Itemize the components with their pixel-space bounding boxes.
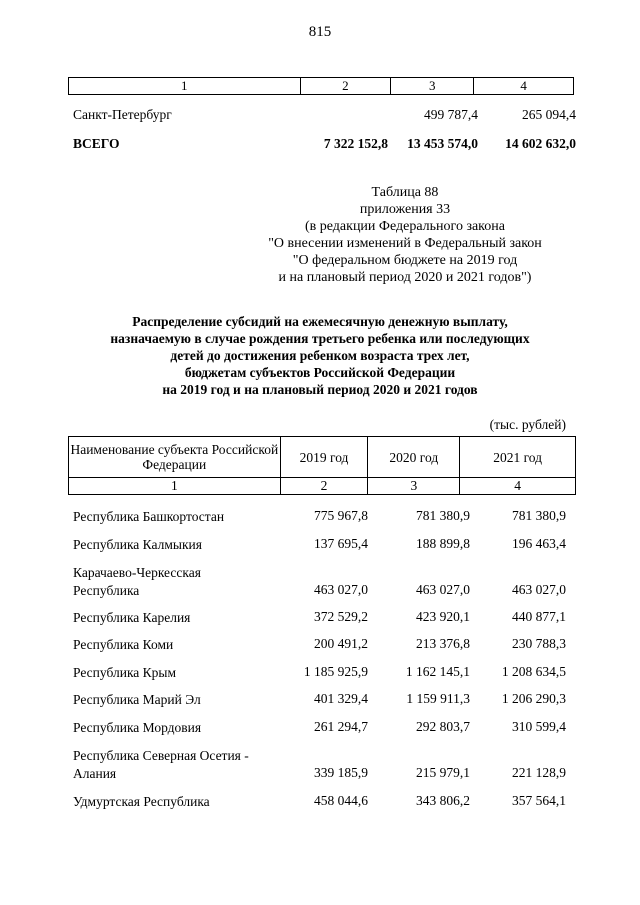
- col-number-1: 1: [69, 78, 301, 95]
- row-name: Республика Калмыкия: [73, 537, 202, 552]
- row-name: Республика Марий Эл: [73, 692, 201, 707]
- row-value-2019: 775 967,8: [314, 508, 368, 523]
- header-2021: 2021 год: [460, 437, 576, 478]
- row-value-2019: 463 027,0: [314, 582, 368, 597]
- title-line: детей до достижения ребенком возраста трех лет,: [170, 348, 470, 363]
- annotation-line: Таблица 88: [371, 185, 439, 200]
- col-number-3: 3: [391, 78, 474, 95]
- row-value-2020: 463 027,0: [416, 582, 470, 597]
- main-table-header: [68, 436, 576, 495]
- row-value-2019: 401 329,4: [314, 691, 368, 706]
- row-name: [73, 564, 283, 600]
- col-number-4: 4: [460, 478, 576, 495]
- row-name-line: Республика Северная Осетия -: [73, 748, 249, 763]
- row-value-2019: 261 294,7: [314, 719, 368, 734]
- row-value-2020: 215 979,1: [416, 765, 470, 780]
- continued-table-header: [68, 77, 574, 95]
- row-name-line: Республика: [73, 583, 140, 598]
- col-number-2: 2: [300, 78, 391, 95]
- row-value-2021: 357 564,1: [512, 793, 566, 808]
- table-annotation: [230, 184, 580, 286]
- units-label: (тыс. рублей): [489, 417, 566, 432]
- row-name: Удмуртская Республика: [73, 794, 210, 809]
- title-line: Распределение субсидий на ежемесячную денежную выплату,: [132, 314, 508, 329]
- header-2019: 2019 год: [280, 437, 368, 478]
- row-value-2019: 458 044,6: [314, 793, 368, 808]
- row-name: Республика Мордовия: [73, 720, 202, 735]
- page-number: 815: [308, 24, 332, 40]
- row-value-2020: 499 787,4: [424, 107, 478, 122]
- row-name: Республика Карелия: [73, 610, 191, 625]
- row-value-2020: 188 899,8: [416, 536, 470, 551]
- row-value-2020: 781 380,9: [416, 508, 470, 523]
- row-value-2021: 1 208 634,5: [501, 664, 566, 679]
- annotation-line: (в редакции Федерального закона: [305, 219, 505, 234]
- row-name: [73, 747, 283, 783]
- table-title: [60, 313, 580, 398]
- annotation-line: "О федеральном бюджете на 2019 год: [292, 253, 518, 268]
- row-value-2020: 343 806,2: [416, 793, 470, 808]
- row-name: Республика Коми: [73, 637, 174, 652]
- row-value-2020: 1 159 911,3: [406, 691, 470, 706]
- annotation-line: приложения 33: [359, 202, 451, 217]
- row-name: Республика Башкортостан: [73, 509, 225, 524]
- total-label: ВСЕГО: [73, 136, 120, 151]
- row-value-2020: 213 376,8: [416, 636, 470, 651]
- total-value-2021: 14 602 632,0: [505, 136, 576, 151]
- header-2020: 2020 год: [368, 437, 460, 478]
- row-value-2020: 423 920,1: [416, 609, 470, 624]
- row-value-2020: 292 803,7: [416, 719, 470, 734]
- row-name: Санкт-Петербург: [73, 107, 172, 122]
- row-value-2019: 1 185 925,9: [303, 664, 368, 679]
- total-value-2020: 13 453 574,0: [407, 136, 478, 151]
- row-value-2021: 310 599,4: [512, 719, 566, 734]
- total-value-2019: 7 322 152,8: [323, 136, 388, 151]
- title-line: на 2019 год и на плановый период 2020 и 2021 годов: [162, 382, 478, 397]
- row-value-2021: 1 206 290,3: [501, 691, 566, 706]
- row-name-line: Карачаево-Черкесская: [73, 565, 201, 580]
- col-number-2: 2: [280, 478, 368, 495]
- col-number-1: 1: [69, 478, 281, 495]
- row-value-2020: 1 162 145,1: [405, 664, 470, 679]
- annotation-line: и на плановый период 2020 и 2021 годов"): [278, 270, 532, 285]
- row-name: Республика Крым: [73, 665, 177, 680]
- row-name-line: Алания: [73, 766, 117, 781]
- row-value-2021: 463 027,0: [512, 582, 566, 597]
- annotation-line: "О внесении изменений в Федеральный закон: [268, 236, 542, 251]
- row-value-2019: 137 695,4: [314, 536, 368, 551]
- row-value-2021: 196 463,4: [512, 536, 566, 551]
- row-value-2021: 781 380,9: [512, 508, 566, 523]
- title-line: назначаемую в случае рождения третьего ребенка или последующих: [110, 331, 530, 346]
- col-number-3: 3: [368, 478, 460, 495]
- title-line: бюджетам субъектов Российской Федерации: [184, 365, 456, 380]
- row-value-2019: 200 491,2: [314, 636, 368, 651]
- row-value-2021: 221 128,9: [512, 765, 566, 780]
- col-number-4: 4: [474, 78, 574, 95]
- row-value-2021: 440 877,1: [512, 609, 566, 624]
- row-value-2019: 339 185,9: [314, 765, 368, 780]
- row-value-2021: 230 788,3: [512, 636, 566, 651]
- row-value-2021: 265 094,4: [522, 107, 576, 122]
- header-subject: Наименование субъекта Российской Федерации: [69, 437, 281, 478]
- row-value-2019: 372 529,2: [314, 609, 368, 624]
